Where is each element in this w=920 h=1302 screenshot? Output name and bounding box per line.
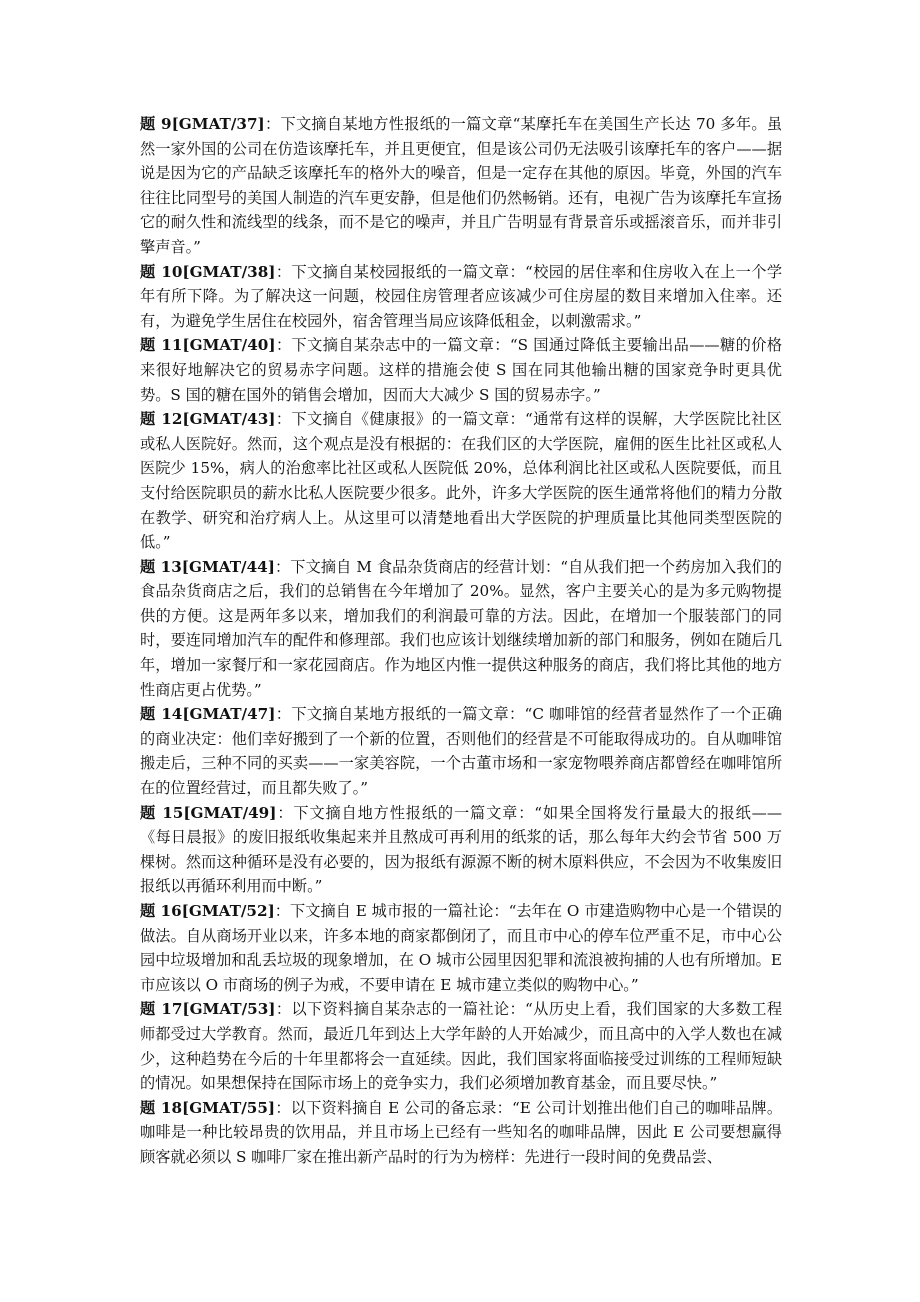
question-text: ：下文摘自《健康报》的一篇文章：“通常有这样的误解，大学医院比社区或私人医院好。然而，这个观点是没有根据的：在我们区的大学医院，雇佣的医生比社区或私人医院少 15%，病人的治愈率比社区或私人医院低 20%，总体利润比社区或私人医院要低，而且支付给医院职员的薪水比私人医院要少很多。此外，许多大学医院的医生通常将他们的精力分散在教学、研究和治疗病人上。从这里可以清楚地看出大学医院的护理质量比其他同类型医院的低。” bbox=[140, 410, 783, 552]
question-text: ：以下资料摘自 E 公司的备忘录：“E 公司计划推出他们自己的咖啡品牌。咖啡是一种比较昂贵的饮用品，并且市场上已经有一些知名的咖啡品牌，因此 E 公司要想赢得顾客就必须以 S 咖啡厂家在推出新产品时的行为为榜样：先进行一段时间的免费品尝、 bbox=[140, 1098, 783, 1166]
question-text: ：下文摘自 M 食品杂货商店的经营计划：“自从我们把一个药房加入我们的食品杂货商店之后，我们的总销售在今年增加了 20%。显然，客户主要关心的是为多元购物提供的方便。这是两年多以来，增加我们的利润最可靠的方法。因此，在增加一个服装部门的同时，要连同增加汽车的配件和修理部。我们也应该计划继续增加新的部门和服务，例如在随后几年，增加一家餐厅和一家花园商店。作为地区内惟一提供这种服务的商店，我们将比其他的地方性商店更占优势。” bbox=[140, 557, 782, 699]
question-10 bbox=[140, 260, 782, 334]
question-16 bbox=[140, 899, 782, 997]
question-text: ：以下资料摘自某杂志的一篇社论：“从历史上看，我们国家的大多数工程师都受过大学教育。然而，最近几年到达上大学年龄的人开始减少，而且高中的入学人数也在减少，这种趋势在今后的十年里都将会一直延续。因此，我们国家将面临接受过训练的工程师短缺的情况。如果想保持在国际市场上的竞争实力，我们必须增加教育基金，而且要尽快。” bbox=[140, 1000, 783, 1093]
question-11 bbox=[140, 333, 782, 407]
question-15 bbox=[140, 801, 782, 899]
question-14 bbox=[140, 702, 782, 800]
question-text: ：下文摘自某地方性报纸的一篇文章“某摩托车在美国生产长达 70 多年。虽然一家外国的公司在仿造该摩托车，并且更便宜，但是该公司仍无法吸引该摩托车的客户——据说是因为它的产品缺乏该摩托车的格外大的噪音，但是一定存在其他的原因。毕竟，外国的汽车往往比同型号的美国人制造的汽车更安静，但是他们仍然畅销。还有，电视广告为该摩托车宣扬它的耐久性和流线型的线条，而不是它的噪声，并且广告明显有背景音乐或摇滚音乐，而并非引擎声音。” bbox=[140, 115, 783, 256]
question-text: ：下文摘自某杂志中的一篇文章：“S 国通过降低主要输出品——糖的价格来很好地解决它的贸易赤字问题。这样的措施会使 S 国在同其他输出糖的国家竞争时更具优势。S 国的糖在国外的销售会增加，因而大大减少 S 国的贸易赤字。” bbox=[140, 336, 783, 404]
question-text: ：下文摘自 E 城市报的一篇社论：“去年在 O 市建造购物中心是一个错误的做法。自从商场开业以来，许多本地的商家都倒闭了，而且市中心的停车位严重不足，市中心公园中垃圾增加和乱丢垃圾的现象增加，在 O 城市公园里因犯罪和流浪被拘捕的人也有所增加。E 市应该以 O 市商场的例子为戒，不要申请在 E 城市建立类似的购物中心。” bbox=[140, 902, 782, 994]
question-text: ：下文摘自某地方报纸的一篇文章：“C 咖啡馆的经营者显然作了一个正确的商业决定：他们幸好搬到了一个新的位置，否则他们的经营是不可能取得成功的。自从咖啡馆搬走后，三种不同的买卖——一家美容院，一个古董市场和一家宠物喂养商店都曾经在咖啡馆所在的位置经营过，而且都失败了。” bbox=[140, 705, 782, 798]
question-label: 题 18[GMAT/55] bbox=[140, 1098, 276, 1117]
question-text: ：下文摘自地方性报纸的一篇文章：“如果全国将发行量最大的报纸——《每日晨报》的废旧报纸收集起来并且熬成可再利用的纸浆的话，那么每年大约会节省 500 万棵树。然而这种循环是没有必要的，因为报纸有源源不断的树木原料供应，不会因为不收集废旧报纸以再循环利用而中断。” bbox=[140, 803, 783, 896]
question-18 bbox=[140, 1096, 782, 1170]
question-label: 题 17[GMAT/53] bbox=[140, 1000, 276, 1019]
question-12 bbox=[140, 407, 782, 555]
question-text: ：下文摘自某校园报纸的一篇文章：“校园的居住率和住房收入在上一个学年有所下降。为了解决这一问题，校园住房管理者应该减少可住房屋的数目来增加入住率。还有，为避免学生居住在校园外，宿舍管理当局应该降低租金，以刺激需求。” bbox=[140, 262, 783, 330]
question-17 bbox=[140, 997, 782, 1095]
question-label: 题 14[GMAT/47] bbox=[140, 705, 276, 724]
question-13 bbox=[140, 555, 782, 703]
question-label: 题 11[GMAT/40] bbox=[140, 336, 276, 355]
question-label: 题 10[GMAT/38] bbox=[140, 262, 276, 281]
question-9 bbox=[140, 112, 782, 260]
document-page bbox=[140, 112, 782, 1170]
question-label: 题 16[GMAT/52] bbox=[140, 902, 275, 920]
question-label: 题 9[GMAT/37] bbox=[140, 115, 265, 133]
question-label: 题 12[GMAT/43] bbox=[140, 410, 276, 429]
question-label: 题 15[GMAT/49] bbox=[140, 803, 277, 822]
question-label: 题 13[GMAT/44] bbox=[140, 557, 275, 576]
